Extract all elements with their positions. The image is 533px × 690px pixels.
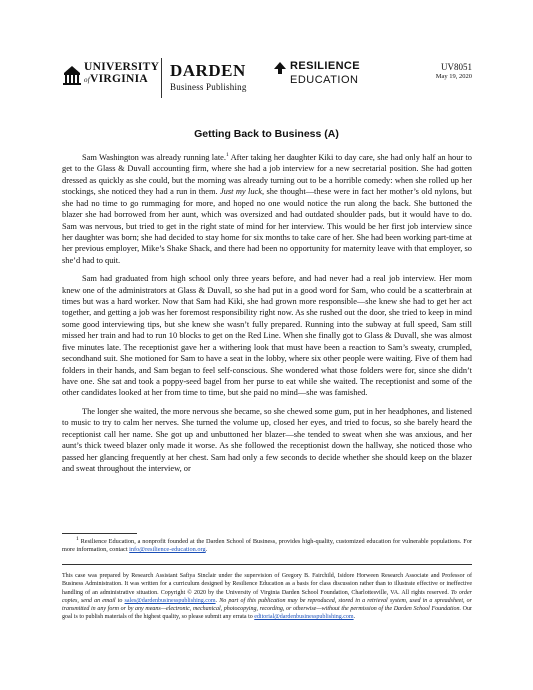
case-body	[62, 152, 472, 481]
case-id-block	[436, 62, 472, 81]
darden-logo	[170, 62, 247, 92]
uva-line1: UNIVERSITY	[84, 61, 160, 73]
body-paragraph-1-footnote-marker: 1	[226, 152, 229, 159]
footnote-email-link[interactable]: info@resilience-education.org	[129, 546, 206, 554]
case-date: May 19, 2020	[435, 72, 472, 80]
credits-text: .	[353, 614, 356, 621]
footnote	[62, 535, 472, 554]
credits-text: This case was prepared by Research Assistant Safiya Sinclair under the supervision of Gregory B. Fairchild, Isidore Horween Research Associate and Professor of Business Administration. It was written for a curriculum designed by Resilience Education as a basis for class discussion rather than to illustrate effective or ineffective handling of an administrative situation. Copyright © 2020 by the University of Virginia Darden School Foundation, Charlottesville, VA. All rights reserved.	[62, 573, 472, 596]
darden-name: DARDEN	[170, 61, 246, 80]
resilience-line1: RESILIENCE	[290, 60, 361, 72]
body-paragraph-2: Sam had graduated from high school only three years before, and had never had a real job interview. Her mom knew one of the administrators at Glass & Duvall, so she had put in a good word for Sam, who could be a scatterbrain at times but was a hard worker. Now that Sam had Kiki, she had grown more responsible—she knew she had to get her act together, and getting a job was her foremost responsibility right now. As she rushed out the door, she tried to keep in mind some good interviewing tips, but she knew she wasn’t fully prepared. Running into the subway at full speed, Sam still missed her train and had to run 10 blocks to get on the Red Line. When she finally got to Glass & Duvall, she was almost five minutes late. The receptionist gave her a withering look that must have been a reaction to Sam’s sweaty, crumpled, secondhand suit. She motioned for Sam to have a seat in the lobby, where six other people were waiting. Five of them had folders in their hands, and Sam began to feel self-conscious. She wondered what those folders were for, since she didn’t have one. She sat and took a poppy-seed bagel from her purse to eat while she waited. The receptionist and some of the other candidates looked at her from time to time, but she paid no mind—she was famished.	[62, 274, 472, 398]
body-paragraph-1-text: Sam Washington was already running late.	[82, 153, 226, 162]
uva-wordmark	[84, 62, 159, 85]
logo-divider	[161, 58, 162, 98]
body-paragraph-1-italic-text: Just my luck	[219, 187, 262, 197]
body-paragraph-1-text: , she thought—these were in fact her mother’s old nylons, but she had no time to go rummaging for more, and hoped no one would notice the run along the back. She buttoned the blazer she had borrowed from her aunt, which was oversized and had outdated shoulder pads, but it would have to do. Sam was nervous, but tried to get in the right state of mind for her interview. This would be her first job interview since her daughter was born; she had decided to stay home for six months to take care of her. She had been working part-time at her previous employer, Mike’s Shake Shack, and there had been no opportunity for maternity leave with that employer, so she’d had to quit.	[62, 187, 472, 265]
resilience-logo	[274, 60, 384, 94]
footnote-rule	[62, 533, 137, 534]
credits-paragraph	[62, 572, 472, 622]
uva-logo	[62, 61, 160, 92]
darden-subtitle: Business Publishing	[170, 82, 247, 92]
footnote-end: .	[205, 546, 208, 554]
credits	[62, 572, 472, 622]
rotunda-icon	[62, 64, 82, 86]
credits-italic-text: To order copies, send an email to	[62, 589, 472, 604]
uva-line2	[84, 74, 159, 86]
body-paragraph-3: The longer she waited, the more nervous she became, so she chewed some gum, put in her headphones, and listened to music to try to calm her nerves. She turned the volume up, closed her eyes, and tried to focus, so she barely heard the receptionist call her name. She got up and unbuttoned her blazer—she tended to sweat when she was anxious, and her aunt’s thick tweed blazer only made it worse. As she followed the receptionist down the hallway, she noticed those who passed her glancing frequently at her chest. Sam had only a few seconds to decide whether she should keep on the blazer and sweat throughout the interview, or	[62, 406, 472, 473]
resilience-line2: EDUCATION	[290, 74, 359, 86]
case-title: Getting Back to Business (A)	[194, 128, 339, 140]
page-header	[62, 58, 472, 108]
case-number: UV8051	[441, 62, 472, 72]
credits-text: Our goal is to publish materials of the highest quality, so please submit any errata to	[62, 606, 472, 621]
footnote-text: Resilience Education, a nonprofit founded at the Darden School of Business, provides high-quality, customized education for vulnerable populations. For more information, contact	[62, 538, 472, 554]
credits-email-link[interactable]: editorial@dardenbusinesspublishing.com	[254, 614, 354, 621]
footnote-marker: 1	[76, 535, 79, 542]
uva-of: of	[84, 75, 91, 84]
credits-rule	[62, 564, 472, 565]
body-paragraph-1-text: After taking her daughter Kiki to day care, she had only half an hour to get to the Glass & Duvall accounting firm, where she had a job interview for a new secretarial position. She had gotten dressed as quickly as she could, but the morning was already turning out to be a horrible comedy: when she rolled up her stockings, she noticed they had a run in them.	[62, 153, 472, 197]
body-paragraph-1	[62, 152, 472, 266]
credits-italic-text: . No part of this publication may be reproduced, stored in a retrieval system, used in a spreadsheet, or transmitted in any form or by any means—electronic, mechanical, photocopying, recording, or otherwise—without the permission of the Darden School Foundation.	[62, 597, 472, 613]
credits-email-link[interactable]: sales@dardenbusinesspublishing.com	[124, 597, 216, 604]
footnote-1	[62, 535, 472, 554]
arrow-up-icon	[274, 62, 286, 74]
uva-virginia: VIRGINIA	[90, 72, 149, 85]
